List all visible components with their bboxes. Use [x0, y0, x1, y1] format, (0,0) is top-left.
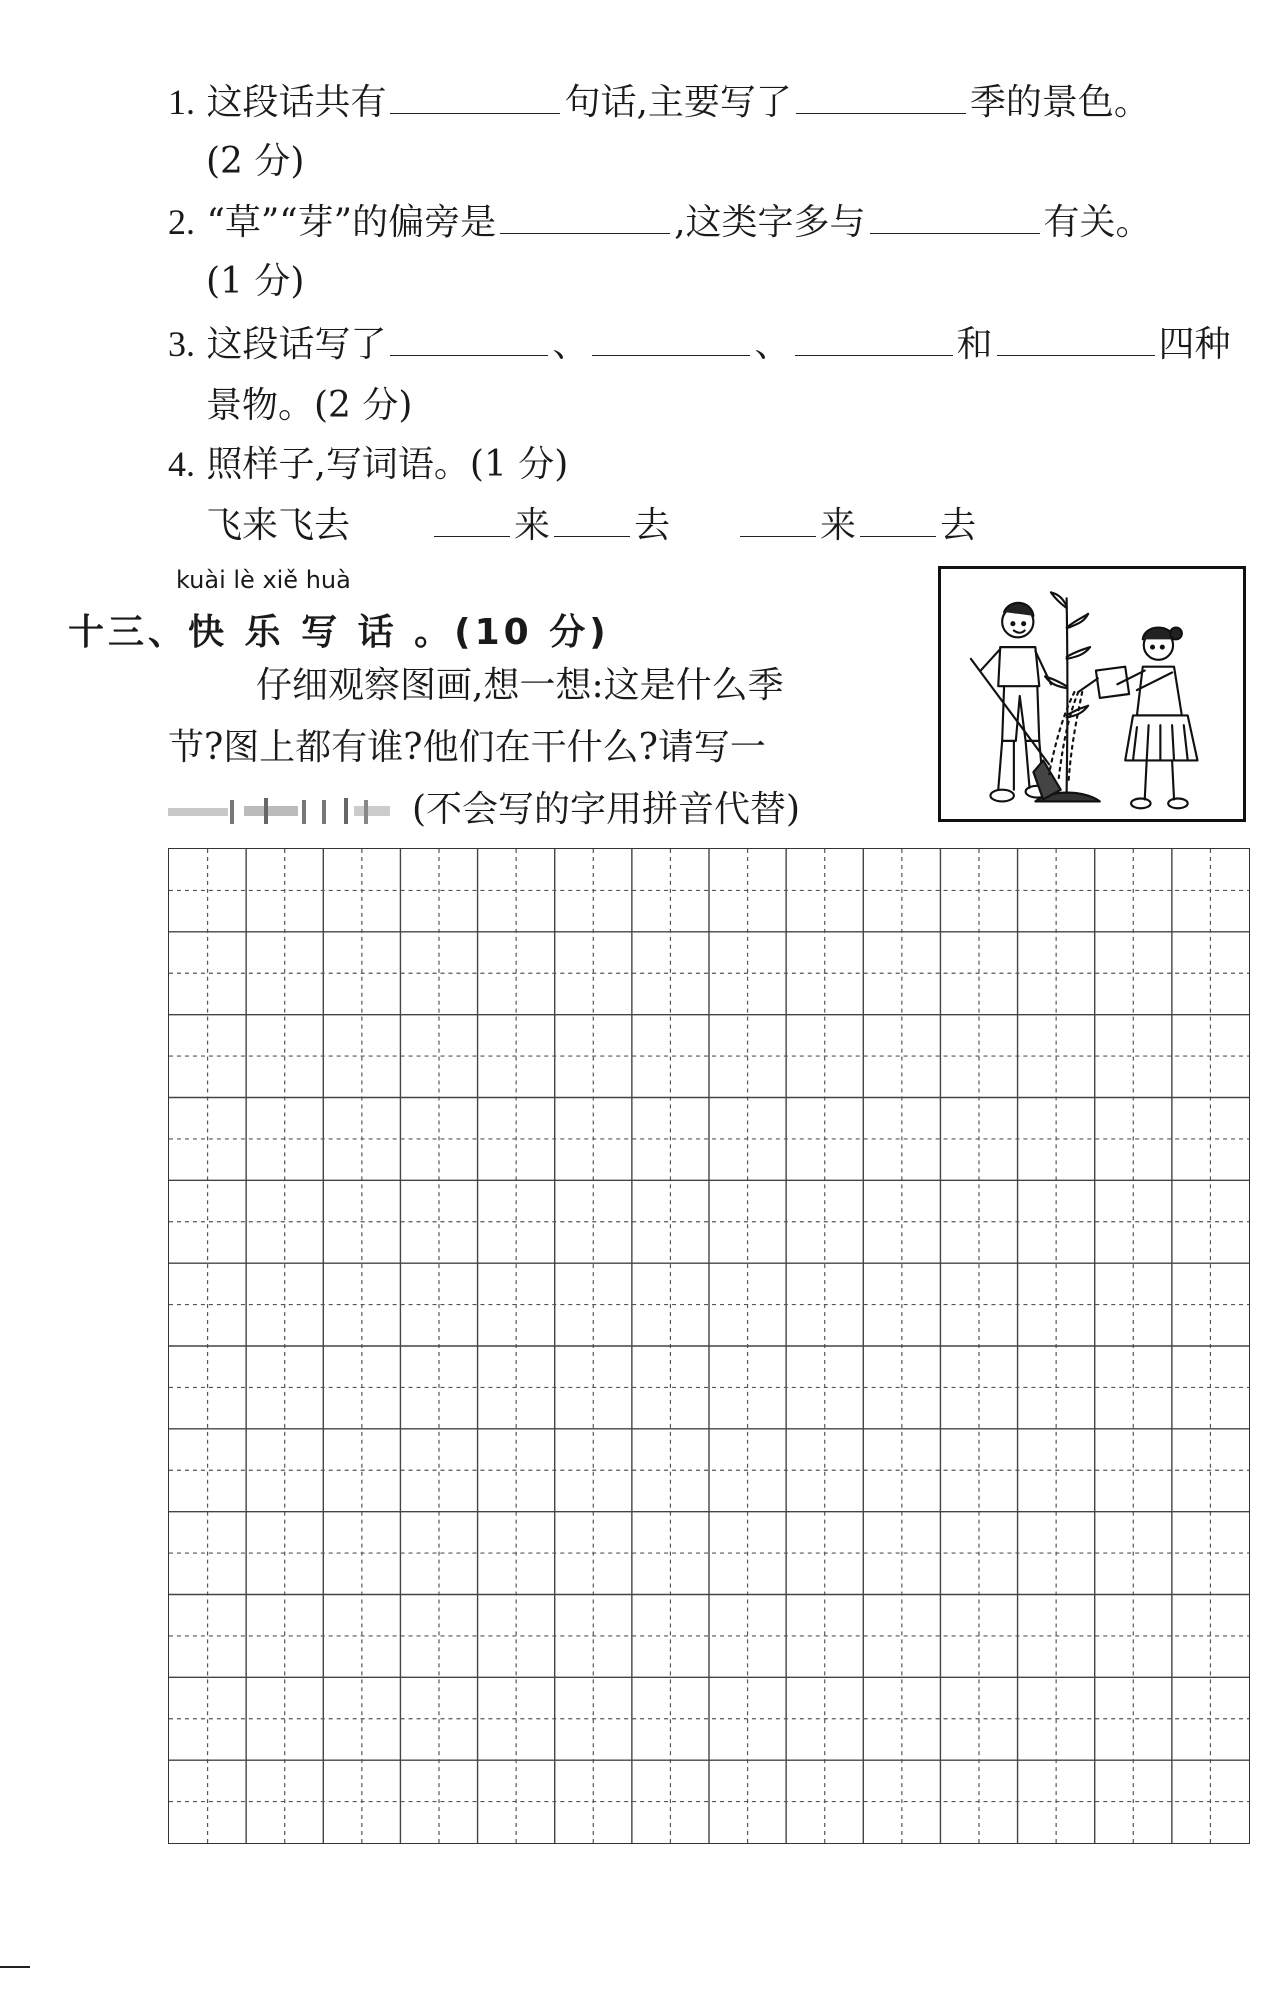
score-label: (1 分): [206, 261, 305, 302]
word-char: 去: [940, 505, 977, 546]
answer-blank[interactable]: [592, 325, 750, 356]
question-3-line2: 景物。(2 分): [206, 385, 413, 426]
question-text: 有关。: [1043, 202, 1152, 243]
answer-blank[interactable]: [390, 83, 560, 114]
score-label: (2 分): [206, 141, 305, 182]
question-number: 3.: [168, 324, 195, 364]
question-text: 季的景色。: [969, 82, 1150, 123]
prompt-line-2: 节?图上都有谁?他们在干什么?请写一: [168, 727, 766, 768]
question-text: 句话,主要写了: [564, 82, 792, 123]
answer-blank[interactable]: [795, 325, 953, 356]
grid-lines: [169, 849, 1249, 1843]
question-text: 四种: [1158, 324, 1231, 365]
question-number: 2.: [168, 202, 195, 242]
question-4: [168, 444, 568, 485]
question-text: 和: [956, 324, 993, 365]
answer-blank[interactable]: [860, 506, 936, 537]
prompt-line-1: 仔细观察图画,想一想:这是什么季: [256, 665, 784, 706]
answer-blank[interactable]: [997, 325, 1155, 356]
section-pinyin: kuài lè xiě huà: [176, 566, 351, 594]
answer-blank[interactable]: [796, 83, 966, 114]
question-text: 这段话写了: [206, 324, 387, 365]
answer-blank[interactable]: [554, 506, 630, 537]
question-1: [168, 82, 1150, 123]
question-text: “草”“芽”的偏旁是: [206, 202, 497, 243]
question-3: [168, 324, 1231, 365]
answer-blank[interactable]: [390, 325, 548, 356]
prompt-line-3: (不会写的字用拼音代替): [412, 789, 801, 830]
example-word: 飞来飞去: [206, 505, 351, 546]
question-number: 4.: [168, 444, 195, 484]
question-text: 照样子,写词语。(1 分): [206, 444, 569, 485]
writing-grid[interactable]: [168, 848, 1250, 1844]
question-text: 这段话共有: [206, 82, 387, 123]
answer-blank[interactable]: [434, 506, 510, 537]
section-title: 十三、快 乐 写 话 。(10 分): [68, 612, 610, 653]
word-char: 来: [514, 505, 551, 546]
answer-blank[interactable]: [870, 203, 1040, 234]
word-char: 去: [634, 505, 671, 546]
question-number: 1.: [168, 82, 195, 122]
separator: 、: [552, 324, 589, 365]
children-planting-tree-illustration: [941, 569, 1243, 819]
separator: 、: [754, 324, 791, 365]
answer-blank[interactable]: [500, 203, 670, 234]
question-4-answers: [206, 506, 976, 546]
smudged-text: [168, 796, 390, 826]
answer-blank[interactable]: [740, 506, 816, 537]
question-2: [168, 202, 1152, 243]
page-edge-mark: [0, 1966, 30, 1968]
illustration-frame: [938, 566, 1246, 822]
question-text: ,这类字多与: [674, 202, 866, 243]
word-char: 来: [820, 505, 857, 546]
